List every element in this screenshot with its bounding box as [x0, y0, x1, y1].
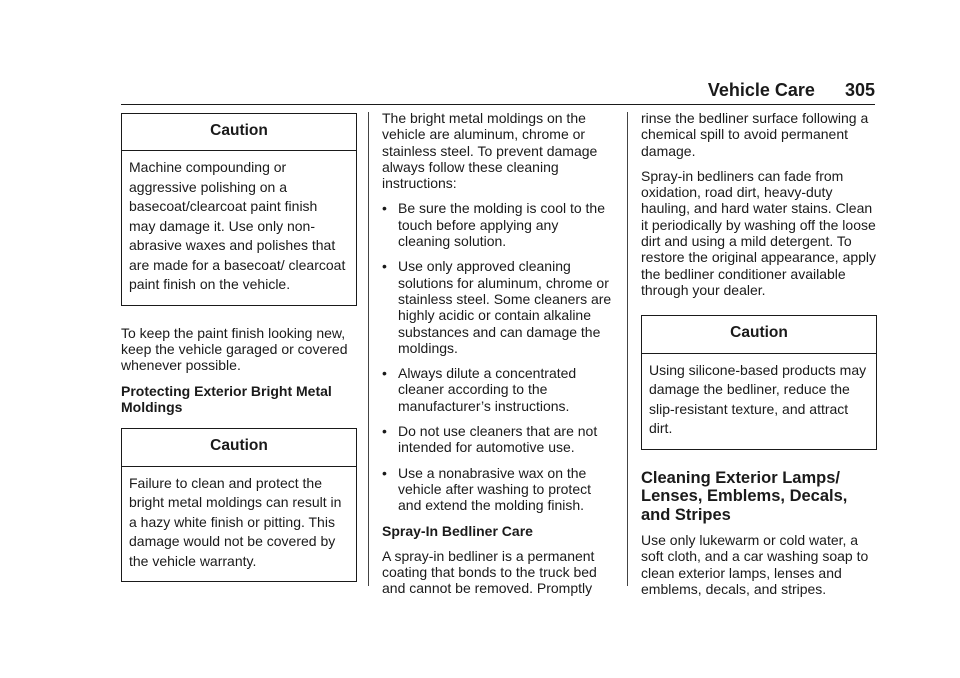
bullet-icon: • — [382, 258, 387, 275]
caution-title: Caution — [642, 316, 876, 353]
list-item — [382, 200, 614, 249]
caution-title: Caution — [122, 429, 356, 466]
subheading: Spray-In Bedliner Care — [382, 522, 533, 539]
paragraph: A spray-in bedliner is a permanent coating that bonds to the truck bed and cannot be removed. Promptly — [382, 547, 597, 597]
paragraph: rinse the bedliner surface following a chemical spill to avoid permanent damage. — [641, 110, 869, 159]
list-item-text: Use only approved cleaning solutions for aluminum, chrome or stainless steel. Some cleaners are highly acidic or contain alkaline substances and can damage the moldings. — [398, 258, 612, 356]
subheading: Protecting Exterior Bright Metal Moldings — [121, 382, 332, 415]
section-title: Vehicle Care — [707, 80, 815, 100]
column-3 — [641, 110, 877, 606]
caution-box — [121, 113, 357, 306]
paragraph: Use only lukewarm or cold water, a soft cloth, and a car washing soap to clean exterior lamps, lenses and emblems, decals, and stripes. — [641, 532, 869, 597]
caution-box — [121, 428, 357, 582]
caution-text: Using silicone-based products may damage the bedliner, reduce the slip-resistant texture, and attract dirt. — [649, 361, 867, 437]
list-item — [382, 465, 614, 514]
column-2 — [382, 110, 614, 606]
list-item — [382, 423, 614, 456]
list-item-text: Do not use cleaners that are not intended for automotive use. — [398, 423, 598, 456]
section-heading: Cleaning Exterior Lamps/ Lenses, Emblems, Decals, and Stripes — [641, 468, 848, 524]
column-divider — [368, 112, 369, 586]
column-1 — [121, 113, 357, 601]
bullet-icon: • — [382, 200, 387, 217]
caution-box — [641, 315, 877, 449]
page-number: 305 — [844, 80, 875, 100]
bullet-icon: • — [382, 365, 387, 382]
list-item-text: Use a nonabrasive wax on the vehicle after washing to protect and extend the molding finish. — [398, 464, 591, 514]
paragraph: Spray-in bedliners can fade from oxidation, road dirt, heavy-duty hauling, and hard water stains. Clean it periodically by washing off the loose dirt and using a mild detergent. To restore the original appearance, apply the bedliner conditioner available through your dealer. — [641, 167, 877, 298]
bullet-icon: • — [382, 423, 387, 440]
list-item-text: Always dilute a concentrated cleaner according to the manufacturer’s instructions. — [398, 365, 577, 414]
paragraph: To keep the paint finish looking new, keep the vehicle garaged or covered whenever possible. — [121, 324, 348, 374]
caution-text: Machine compounding or aggressive polishing on a basecoat/clearcoat paint finish may damage it. Use only non-abrasive waxes and polishes that are made for a basecoat/ clearcoat paint finish on the vehicle. — [129, 159, 346, 293]
list-item-text: Be sure the molding is cool to the touch before applying any cleaning solution. — [398, 200, 606, 250]
column-divider — [627, 112, 628, 586]
list-item — [382, 258, 614, 356]
paragraph: The bright metal moldings on the vehicle are aluminum, chrome or stainless steel. To prevent damage always follow these cleaning instructions: — [382, 110, 598, 192]
bullet-icon: • — [382, 464, 387, 481]
caution-title: Caution — [122, 114, 356, 151]
page-header — [121, 80, 875, 105]
caution-text: Failure to clean and protect the bright metal moldings can result in a hazy white finish or pitting. This damage would not be covered by the vehicle warranty. — [129, 474, 342, 569]
list-item — [382, 365, 614, 414]
